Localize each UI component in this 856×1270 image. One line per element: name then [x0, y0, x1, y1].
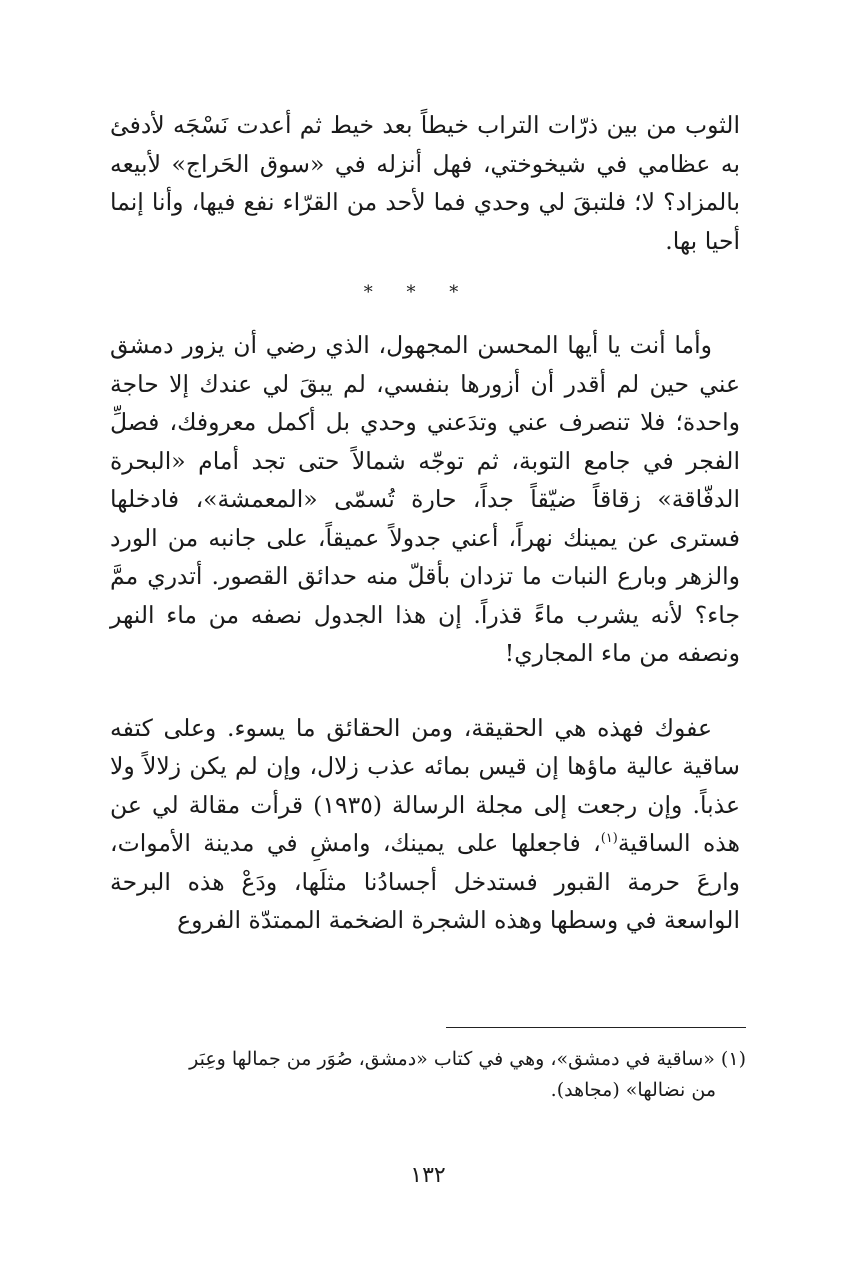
paragraph-3-text-end: ، فاجعلها على يمينك، وامشِ في مدينة الأموات، وارعَ حرمة القبور فستدخل أجسادُنا مثلَها، ودَعْ هذه البرحة الواسعة في وسطها وهذه الشجرة الضخمة الممتدّة الفروع: [110, 829, 740, 934]
page-number: ١٣٢: [410, 1163, 446, 1188]
footnote-divider: [446, 1027, 746, 1028]
paragraph-1: الثوب من بين ذرّات التراب خيطاً بعد خيط ثم أعدت نَسْجَه لأدفئ به عظامي في شيخوختي، فهل أنزله في «سوق الحَراج» لأبيعه بالمزاد؟ لا؛ فلتبقَ لي وحدي فما لأحد من القرّاء نفع فيها، وأنا إنما أحيا بها.: [110, 111, 740, 255]
footnote: [110, 1044, 746, 1106]
paragraph-3-text-start: عفوك فهذه هي الحقيقة، ومن الحقائق ما يسوء. وعلى كتفه ساقية عالية ماؤها إن قيس بمائه عذب زلال، وإن لم يكن زلالاً ولا عذباً. وإن رجعت إلى مجلة الرسالة (١٩٣٥) قرأت مقالة لي عن هذه الساقية: [110, 713, 740, 857]
footnote-line-1: (١) «ساقية في دمشق»، وهي في كتاب «دمشق، صُوَر من جمالها وعِبَر: [189, 1048, 746, 1070]
paragraph-3: [110, 709, 740, 940]
footnote-reference: (١): [600, 831, 618, 847]
paragraph-gap: [110, 673, 740, 709]
footnote-line-2: من نضالها» (مجاهد).: [550, 1079, 716, 1101]
section-separator: * * *: [363, 282, 473, 303]
paragraph-2: وأما أنت يا أيها المحسن المجهول، الذي رضي أن يزور دمشق عني حين لم أقدر أن أزورها بنفسي، لم يبقَ لي عندك إلا حاجة واحدة؛ فلا تنصرف عني وتدَعني وحدي بل أكمل معروفك، فصلِّ الفجر في جامع التوبة، ثم توجّه شمالاً حتى تجد أمام «البحرة الدفّاقة» زقاقاً ضيّقاً جداً، حارة تُسمّى «المعمشة»، فادخلها فسترى عن يمينك نهراً، أعني جدولاً عميقاً، على جانبه من الورد والزهر وبارع النبات ما تزدان بأقلّ منه حدائق القصور. أتدري ممَّ جاء؟ لأنه يشرب ماءً قذراً. إن هذا الجدول نصفه من ماء النهر ونصفه من ماء المجاري!: [110, 331, 740, 667]
page-body: [110, 106, 740, 940]
